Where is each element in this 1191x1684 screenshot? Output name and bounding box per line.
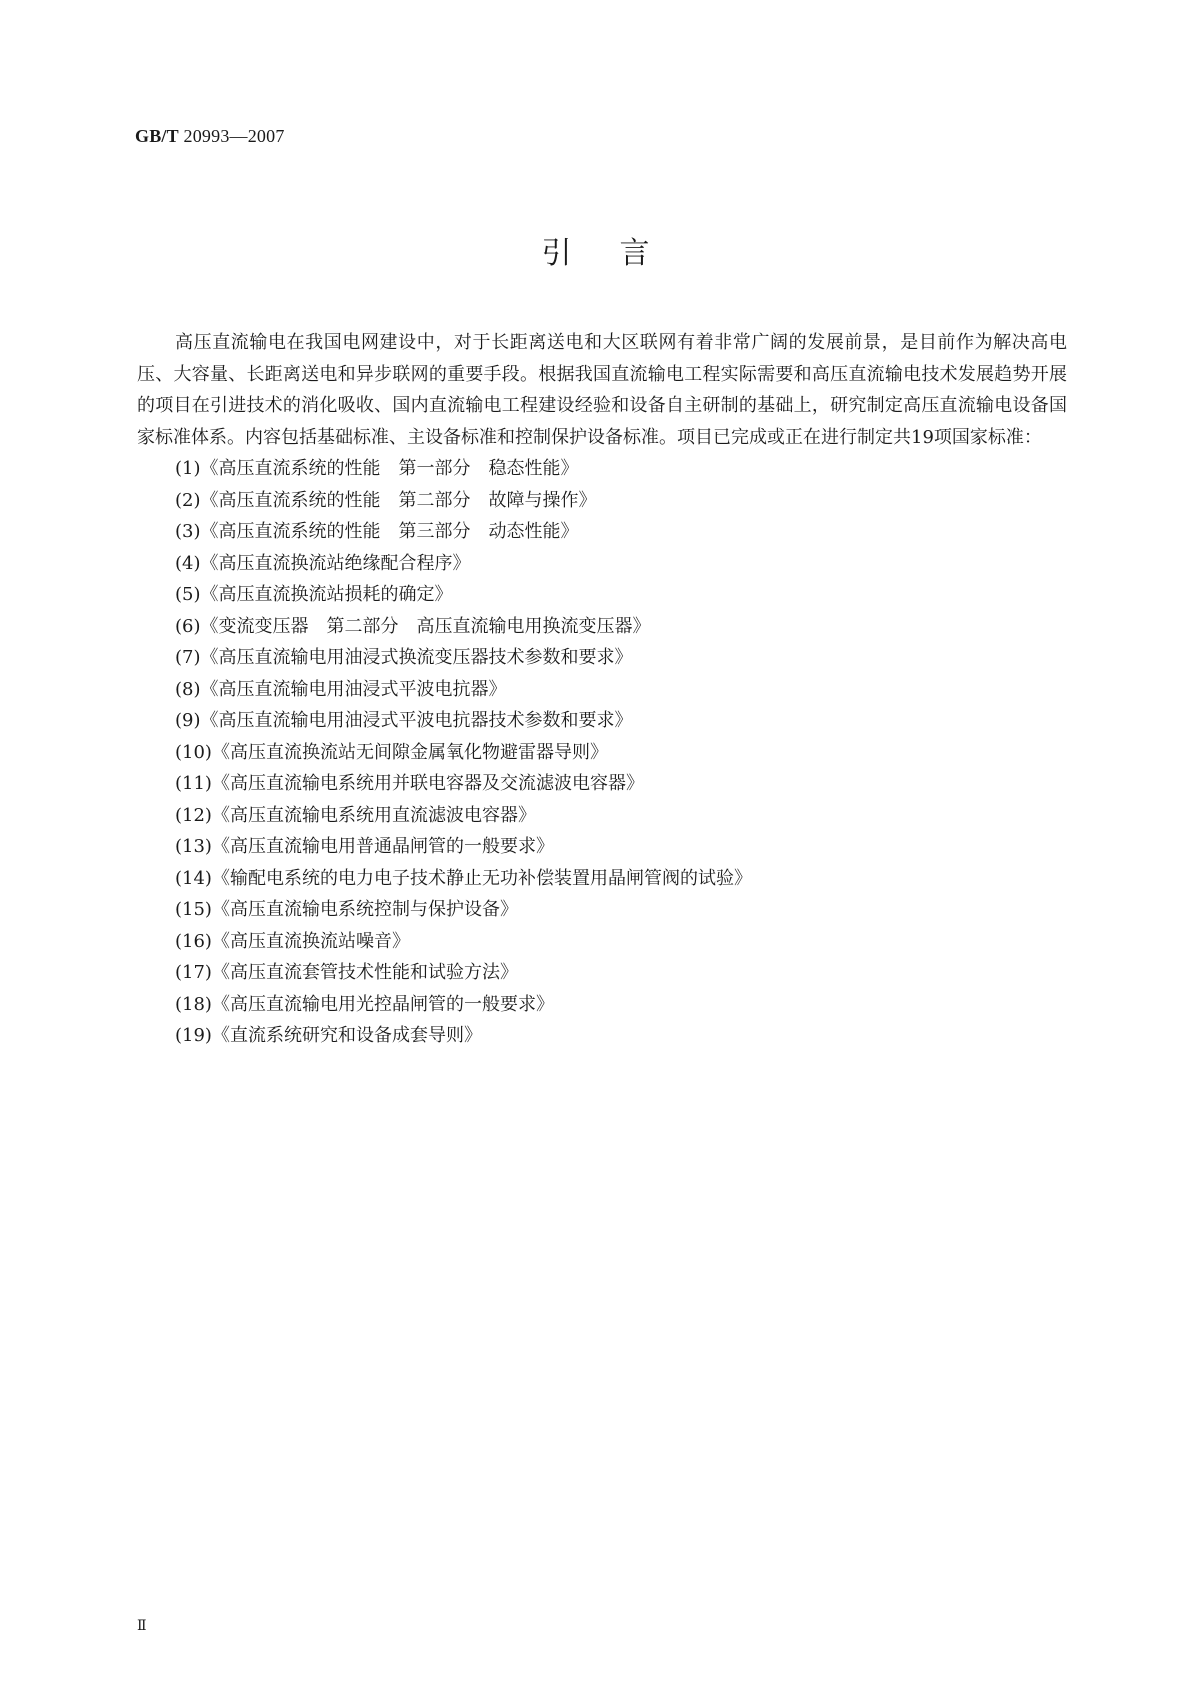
standard-item-number: (14)	[175, 867, 212, 889]
standard-item-title: 《高压直流换流站无间隙金属氧化物避雷器导则》	[211, 741, 608, 763]
standard-list-item	[137, 1020, 1067, 1052]
standard-list-item	[137, 894, 1067, 926]
standard-list-item	[137, 674, 1067, 706]
standard-item-number: (5)	[175, 584, 201, 605]
section-title: 引言	[541, 236, 698, 271]
standard-list-item	[137, 800, 1067, 832]
standard-list-item	[137, 611, 1067, 643]
standard-list-item	[137, 579, 1067, 611]
standard-item-title: 《高压直流输电用油浸式换流变压器技术参数和要求》	[200, 647, 633, 668]
standard-item-number: (8)	[175, 678, 201, 700]
standard-code-number: 20993—2007	[178, 126, 285, 146]
standard-item-title: 《高压直流输电系统控制与保护设备》	[211, 899, 518, 920]
standard-list-item	[137, 642, 1067, 674]
standard-code-header	[135, 126, 285, 147]
standard-list-item	[137, 737, 1067, 769]
standard-item-title: 《高压直流输电用油浸式平波电抗器》	[200, 678, 507, 700]
standard-item-number: (11)	[175, 773, 212, 794]
standard-item-number: (16)	[175, 930, 212, 952]
standard-item-number: (18)	[175, 993, 212, 1015]
standard-item-number: (12)	[175, 804, 212, 826]
standard-item-number: (3)	[175, 521, 201, 542]
standard-list-item	[137, 516, 1067, 548]
document-body	[137, 327, 1067, 1052]
standard-item-number: (17)	[175, 962, 212, 983]
intro-paragraph: 高压直流输电在我国电网建设中，对于长距离送电和大区联网有着非常广阔的发展前景，是目前作为解决高电压、大容量、长距离送电和异步联网的重要手段。根据我国直流输电工程实际需要和高压直流输电技术发展趋势开展的项目在引进技术的消化吸收、国内直流输电工程建设经验和设备自主研制的基础上，研究制定高压直流输电设备国家标准体系。内容包括基础标准、主设备标准和控制保护设备标准。项目已完成或正在进行制定共19项国家标准：	[137, 332, 1067, 448]
standard-item-number: (9)	[175, 710, 201, 731]
page-number: Ⅱ	[137, 1619, 147, 1634]
standard-list-item	[137, 768, 1067, 800]
standard-item-number: (6)	[175, 615, 201, 637]
standard-item-number: (1)	[175, 458, 201, 479]
standard-list-item	[137, 453, 1067, 485]
standard-item-title: 《高压直流系统的性能 第三部分 动态性能》	[200, 521, 579, 542]
standard-list-item	[137, 548, 1067, 580]
standard-item-title: 《高压直流换流站损耗的确定》	[200, 584, 453, 605]
standard-item-title: 《高压直流输电用普通晶闸管的一般要求》	[211, 836, 554, 857]
standard-item-number: (10)	[175, 741, 212, 763]
standard-item-title: 《高压直流输电用油浸式平波电抗器技术参数和要求》	[200, 710, 633, 731]
standards-list	[137, 453, 1067, 1052]
standard-list-item	[137, 485, 1067, 517]
standard-item-title: 《高压直流套管技术性能和试验方法》	[211, 962, 518, 983]
standard-code-prefix: GB/T	[135, 126, 179, 146]
standard-list-item	[137, 831, 1067, 863]
standard-list-item	[137, 957, 1067, 989]
standard-item-number: (2)	[175, 489, 201, 511]
standard-list-item	[137, 989, 1067, 1021]
standard-item-title: 《高压直流换流站噪音》	[211, 930, 410, 952]
standard-item-title: 《高压直流输电用光控晶闸管的一般要求》	[211, 993, 554, 1015]
standard-item-title: 《高压直流系统的性能 第二部分 故障与操作》	[200, 489, 597, 511]
standard-item-title: 《高压直流输电系统用直流滤波电容器》	[211, 804, 536, 826]
standard-item-title: 《直流系统研究和设备成套导则》	[211, 1025, 482, 1046]
standard-item-title: 《高压直流系统的性能 第一部分 稳态性能》	[200, 458, 579, 479]
standard-item-number: (4)	[175, 552, 201, 574]
standard-item-number: (7)	[175, 647, 201, 668]
standard-list-item	[137, 705, 1067, 737]
standard-list-item	[137, 926, 1067, 958]
standard-item-title: 《输配电系统的电力电子技术静止无功补偿装置用晶闸管阀的试验》	[211, 867, 752, 889]
standard-item-title: 《高压直流输电系统用并联电容器及交流滤波电容器》	[211, 773, 644, 794]
standard-item-number: (15)	[175, 899, 212, 920]
standard-item-number: (19)	[175, 1025, 212, 1046]
standard-list-item	[137, 863, 1067, 895]
standard-item-title: 《变流变压器 第二部分 高压直流输电用换流变压器》	[200, 615, 651, 637]
standard-item-title: 《高压直流换流站绝缘配合程序》	[200, 552, 471, 574]
standard-item-number: (13)	[175, 836, 212, 857]
